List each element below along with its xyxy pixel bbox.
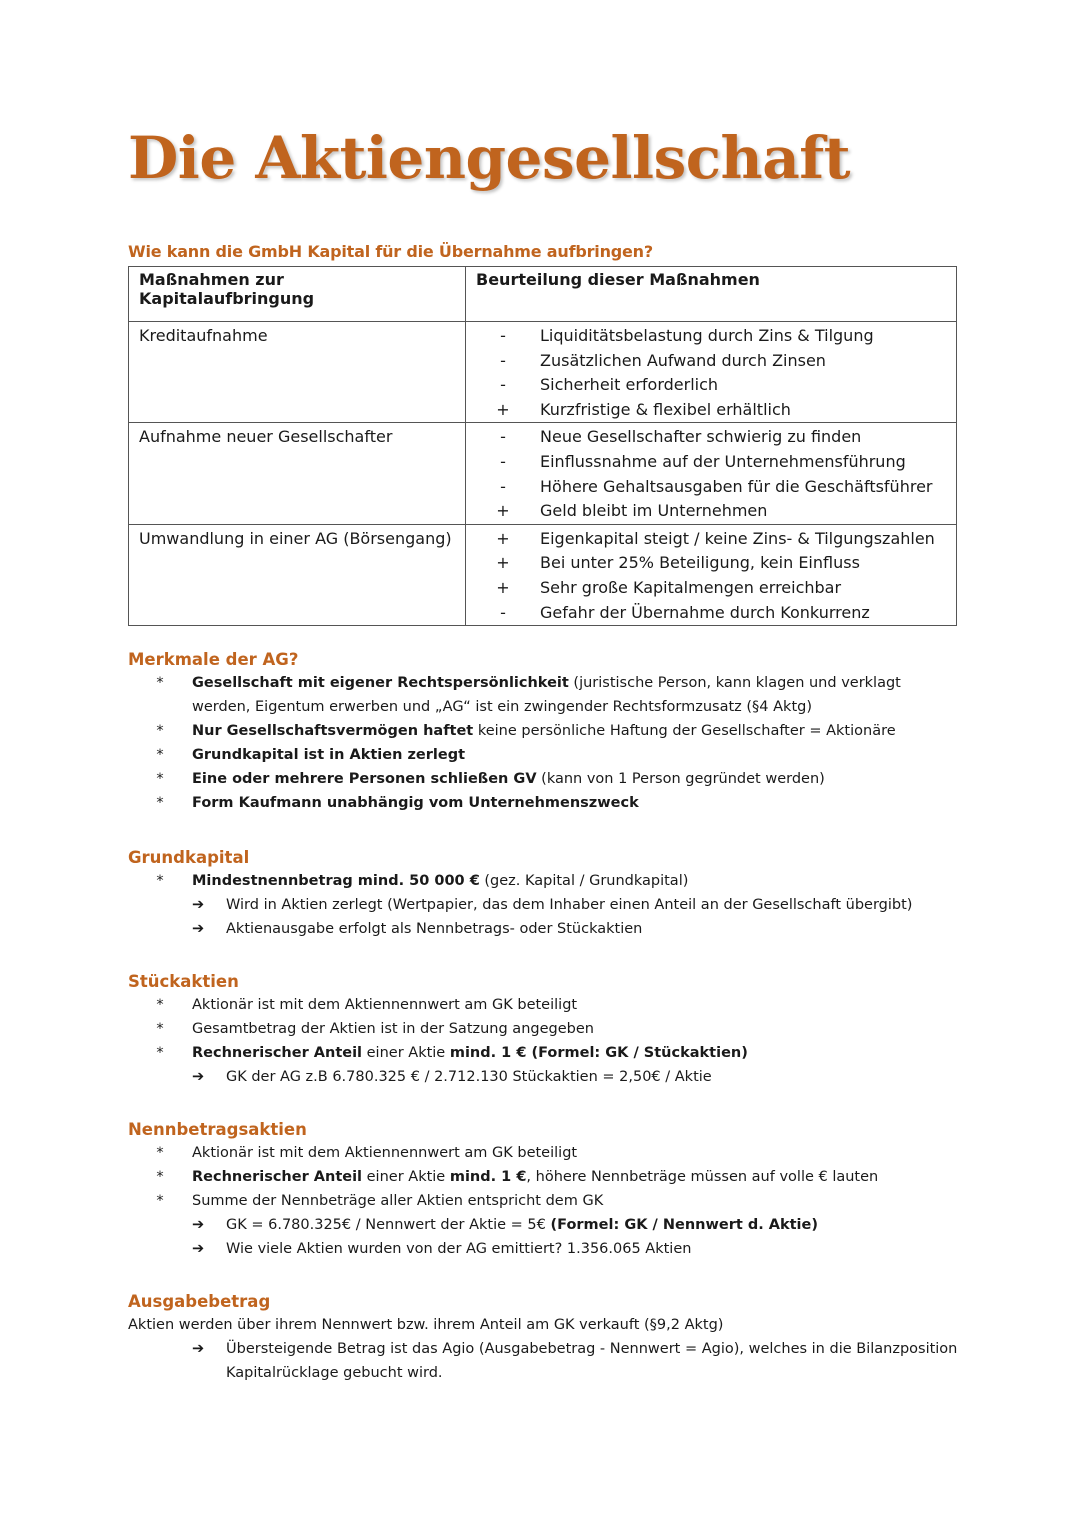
item-bold: Form Kaufmann unabhängig vom Unternehmenszweck	[192, 795, 639, 811]
list-item	[128, 1189, 958, 1213]
table-header-evaluation: Beurteilung dieser Maßnahmen	[466, 267, 957, 322]
evaluation-item	[466, 527, 956, 552]
evaluation-text: Gefahr der Übernahme durch Konkurrenz	[540, 602, 870, 622]
item-text: Aktionär ist mit dem Aktiennennwert am GK beteiligt	[192, 1145, 578, 1161]
evaluation-item	[466, 349, 956, 374]
sign: -	[500, 451, 506, 471]
arrow-text: Wird in Aktien zerlegt (Wertpapier, das dem Inhaber einen Anteil an der Gesellschaft übergibt)	[226, 897, 913, 913]
sign: +	[496, 501, 510, 521]
item-text: (gez. Kapital / Grundkapital)	[479, 873, 689, 889]
item-text: , höhere Nennbeträge müssen auf volle € lauten	[526, 1169, 879, 1185]
list-item	[128, 1041, 958, 1065]
bullet-icon: *	[156, 771, 164, 787]
item-bold: mind. 1 €	[449, 1169, 527, 1185]
page-title: Die Aktiengesellschaft	[128, 124, 851, 192]
bullet-icon: *	[156, 1169, 164, 1185]
arrow-item	[192, 1213, 958, 1237]
evaluation-item	[466, 450, 956, 475]
arrow-right-icon: ➔	[192, 1341, 205, 1357]
section-heading: Ausgabebetrag	[128, 1292, 271, 1311]
evaluation-text: Zusätzlichen Aufwand durch Zinsen	[540, 350, 826, 370]
item-bold: Rechnerischer Anteil	[192, 1169, 363, 1185]
table-row	[129, 322, 957, 423]
table-row	[129, 524, 957, 625]
evaluation-item	[466, 324, 956, 349]
arrow-text: Wie viele Aktien wurden von der AG emittiert? 1.356.065 Aktien	[226, 1241, 692, 1257]
bullet-icon: *	[156, 675, 164, 691]
arrow-right-icon: ➔	[192, 1069, 205, 1085]
document-page	[128, 118, 958, 1381]
paragraph: Aktien werden über ihrem Nennwert bzw. ihrem Anteil am GK verkauft (§9,2 Aktg)	[128, 1317, 724, 1333]
table-header-row	[129, 267, 957, 322]
evaluation-text: Geld bleibt im Unternehmen	[540, 501, 768, 521]
item-bold: mind. 1 € (Formel: GK / Stückaktien)	[449, 1045, 748, 1061]
list-item	[128, 1141, 958, 1165]
item-bold: Eine oder mehrere Personen schließen GV	[192, 771, 537, 787]
bullet-icon: *	[156, 1193, 164, 1209]
arrow-right-icon: ➔	[192, 1217, 205, 1233]
arrow-item	[192, 1065, 958, 1089]
evaluation-text: Einflussnahme auf der Unternehmensführung	[540, 451, 906, 471]
item-text: einer Aktie	[362, 1169, 450, 1185]
table-question-heading: Wie kann die GmbH Kapital für die Übernahme aufbringen?	[128, 242, 653, 261]
bullet-icon: *	[156, 873, 164, 889]
list-item	[128, 869, 958, 893]
evaluation-cell	[466, 524, 957, 625]
section-stueckaktien	[128, 972, 958, 1089]
item-bold: Nur Gesellschaftsvermögen haftet	[192, 723, 474, 739]
evaluation-item	[466, 398, 956, 423]
item-text: (juristische Person, kann klagen und verklagt werden, Eigentum erwerben und „AG“ ist ein zwingender Rechtsformzusatz (§4 Aktg)	[192, 675, 901, 715]
section-ausgabebetrag	[128, 1292, 958, 1385]
table-header-measures: Maßnahmen zur Kapitalaufbringung	[129, 267, 466, 322]
measure-cell: Aufnahme neuer Gesellschafter	[129, 423, 466, 524]
sign: +	[496, 553, 510, 573]
sign: -	[500, 476, 506, 496]
bullet-icon: *	[156, 1021, 164, 1037]
measure-cell: Umwandlung in einer AG (Börsengang)	[129, 524, 466, 625]
arrow-right-icon: ➔	[192, 1241, 205, 1257]
bullet-icon: *	[156, 723, 164, 739]
arrow-text: GK = 6.780.325€ / Nennwert der Aktie = 5€	[226, 1217, 551, 1233]
section-grundkapital	[128, 848, 958, 941]
item-bold: Grundkapital ist in Aktien zerlegt	[192, 747, 466, 763]
evaluation-item	[466, 601, 956, 626]
arrow-item	[192, 893, 958, 917]
sign: -	[500, 602, 506, 622]
evaluation-item	[466, 475, 956, 500]
sign: -	[500, 375, 506, 395]
bullet-icon: *	[156, 747, 164, 763]
sign: -	[500, 350, 506, 370]
arrow-right-icon: ➔	[192, 921, 205, 937]
list-item	[128, 719, 958, 743]
bullet-icon: *	[156, 795, 164, 811]
arrow-right-icon: ➔	[192, 897, 205, 913]
evaluation-text: Sicherheit erforderlich	[540, 375, 719, 395]
sign: +	[496, 577, 510, 597]
evaluation-text: Höhere Gehaltsausgaben für die Geschäftsführer	[540, 476, 933, 496]
table-row	[129, 423, 957, 524]
section-heading: Merkmale der AG?	[128, 650, 299, 669]
item-text: Summe der Nennbeträge aller Aktien entspricht dem GK	[192, 1193, 604, 1209]
arrow-text: Aktienausgabe erfolgt als Nennbetrags- oder Stückaktien	[226, 921, 643, 937]
item-text: keine persönliche Haftung der Gesellschafter = Aktionäre	[473, 723, 896, 739]
evaluation-cell	[466, 322, 957, 423]
bullet-icon: *	[156, 1045, 164, 1061]
evaluation-text: Bei unter 25% Beteiligung, kein Einfluss	[540, 553, 860, 573]
list-item	[128, 791, 958, 815]
evaluation-item	[466, 499, 956, 524]
arrow-text: Übersteigende Betrag ist das Agio (Ausgabebetrag - Nennwert = Agio), welches in die Bilanzposition Kapitalrücklage gebucht wird.	[226, 1341, 958, 1381]
evaluation-item	[466, 425, 956, 450]
evaluation-text: Liquiditätsbelastung durch Zins & Tilgung	[540, 326, 874, 345]
bullet-icon: *	[156, 997, 164, 1013]
list-item	[128, 1017, 958, 1041]
section-merkmale	[128, 650, 958, 815]
evaluation-text: Neue Gesellschafter schwierig zu finden	[540, 427, 862, 447]
sign: +	[496, 528, 510, 548]
capital-measures-table	[128, 266, 957, 626]
measure-cell: Kreditaufnahme	[129, 322, 466, 423]
evaluation-text: Sehr große Kapitalmengen erreichbar	[540, 577, 842, 597]
list-item	[128, 1165, 958, 1189]
evaluation-item	[466, 551, 956, 576]
list-item	[128, 767, 958, 791]
item-text: (kann von 1 Person gegründet werden)	[536, 771, 825, 787]
section-nennbetragsaktien	[128, 1120, 958, 1261]
evaluation-cell	[466, 423, 957, 524]
section-heading: Stückaktien	[128, 972, 239, 991]
sign: -	[500, 326, 506, 345]
evaluation-item	[466, 373, 956, 398]
bullet-icon: *	[156, 1145, 164, 1161]
evaluation-item	[466, 576, 956, 601]
item-text: Gesamtbetrag der Aktien ist in der Satzung angegeben	[192, 1021, 594, 1037]
list-item	[128, 671, 958, 719]
item-bold: Mindestnennbetrag mind. 50 000 €	[192, 873, 480, 889]
item-text: einer Aktie	[362, 1045, 450, 1061]
evaluation-text: Kurzfristige & flexibel erhältlich	[540, 399, 791, 419]
section-heading: Grundkapital	[128, 848, 250, 867]
arrow-item	[192, 917, 958, 941]
item-text: Aktionär ist mit dem Aktiennennwert am GK beteiligt	[192, 997, 578, 1013]
item-bold: Rechnerischer Anteil	[192, 1045, 363, 1061]
evaluation-text: Eigenkapital steigt / keine Zins- & Tilgungszahlen	[540, 528, 935, 548]
section-heading: Nennbetragsaktien	[128, 1120, 307, 1139]
item-bold: Gesellschaft mit eigener Rechtspersönlichkeit	[192, 675, 569, 691]
arrow-bold: (Formel: GK / Nennwert d. Aktie)	[550, 1217, 818, 1233]
sign: -	[500, 427, 506, 447]
arrow-text: GK der AG z.B 6.780.325 € / 2.712.130 Stückaktien = 2,50€ / Aktie	[226, 1069, 712, 1085]
sign: +	[496, 399, 510, 419]
list-item	[128, 743, 958, 767]
list-item	[128, 993, 958, 1017]
arrow-item	[192, 1337, 958, 1385]
arrow-item	[192, 1237, 958, 1261]
